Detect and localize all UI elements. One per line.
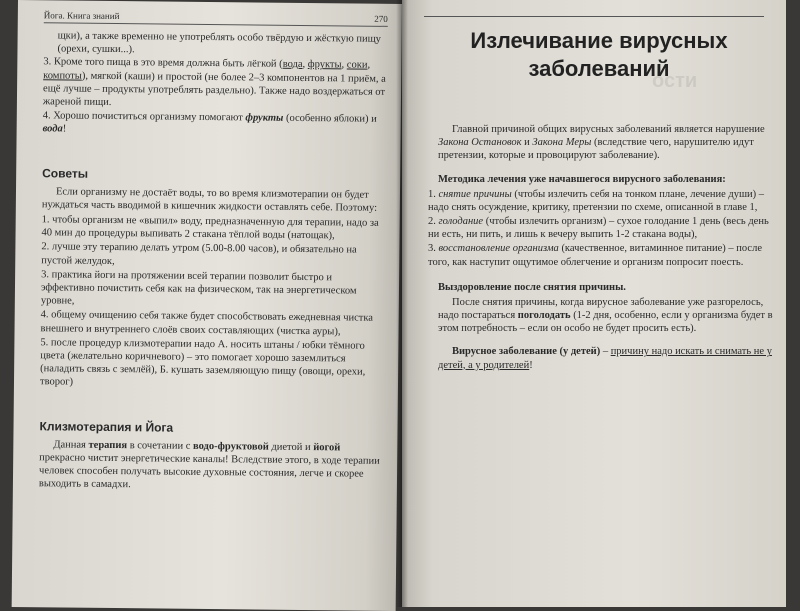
book-title-header: Йога. Книга знаний [43, 10, 120, 22]
running-head [44, 10, 388, 27]
sovety-heading: Советы [42, 165, 89, 181]
page-number: 270 [374, 13, 388, 24]
method-list [424, 188, 774, 269]
list-item: 2. голодание (чтобы излечить организм) – сухое голодание 1 день (весь день ни есть, ни пить, и лишь к вечеру выпить 1-2 стакана воды), [428, 216, 769, 241]
diet-list [39, 56, 388, 140]
list-item: 3. Кроме того пища в это время должна быть лёгкой (вода, фрукты, соки, компоты), мягкой (каши) и простой (не более 2–3 компонентов на 1 приём, а ещё лучше – продукты употреблять раздельно). Также надо воздержаться от жареной пищи. [42, 56, 386, 108]
list-item: 4. общему очищению себя также будет способствовать ежедневная чистка внешнего и внутреннего слоёв своих составляющих (чистка ауры), [40, 309, 374, 338]
recovery-paragraph: После снятия причины, когда вирусное заболевание уже разгорелось, надо постараться поголодать (1-2 дня, особенно, если у организма будет в этом потребность – если он особо не будет просить есть). [438, 296, 773, 335]
klizmo-paragraph: Данная терапия в сочетании с водо-фруктовой диетой и йогой прекрасно чистит энергетические каналы! Вследствие этого, в ходе терапии человек способен получать высокие духовные состояния, легче и скорее выходить в самадхи. [38, 439, 380, 491]
book-gutter [396, 0, 408, 607]
left-page [12, 0, 402, 611]
list-item: 5. после процедур клизмотерапии надо А. носить штаны / юбки тёмного цвета (желательно коричневого) – это помогает хорошо заземлиться (наладить связь с землёй), Б. кушать заземляющую пищу (овощи, орехи, творог) [39, 337, 366, 389]
list-item: 3. восстановление организма (качественное, витаминное питание) – после того, как наступит ощутимое облегчение и организм попросит поесть. [428, 243, 762, 268]
kids-paragraph: Вирусное заболевание (у детей) – причину надо искать и снимать не у детей, а у родителей! [438, 346, 772, 371]
list-item: 1. чтобы организм не «выпил» воду, предназначенную для терапии, надо за 40 мин до процедуры выпивать 2 стакана тёплой воды (натощак), [41, 214, 379, 242]
advice-list [36, 213, 386, 392]
list-item: 1. снятие причины (чтобы излечить себя на тонком плане, лечение души) – надо снять осуждение, критику, претензии по схеме, описанной в главе 1, [428, 188, 765, 213]
list-item: 4. Хорошо почиститься организму помогают фрукты (особенно яблоки) и вода! [42, 110, 377, 135]
chapter-title: Излечивание вирусных заболеваний [470, 28, 728, 81]
continued-text: щки), а также временно не употреблять особо твёрдую и жёсткую пищу (орехи, сушки...). [57, 30, 382, 56]
right-page [402, 0, 786, 607]
list-item: 3. практика йоги на протяжении всей терапии позволит быстро и эффективно почистить себя как на физическом, так на энергетическом уровне, [40, 269, 357, 307]
recovery-heading: Выздоровление после снятия причины. [438, 281, 626, 293]
klizmo-heading: Клизмотерапия и Йога [39, 418, 174, 435]
bleed-through-text: ости [652, 70, 698, 92]
list-item: 2. лучше эту терапию делать утром (5.00-8.00 часов), и обязательно на пустой желудок, [41, 241, 357, 267]
intro-paragraph: Главной причиной общих вирусных заболеваний является нарушение Закона Остановок и Закона Меры (вследствие чего, нарушителю идут претензии, которые и провоцируют заболевание). [438, 124, 765, 162]
sovety-paragraph: Если организму не достаёт воды, то во время клизмотерапии он будет нуждаться часть вводимой в кишечник жидкости оставлять себе. Поэтому: [41, 186, 378, 214]
top-rule [424, 16, 764, 17]
method-heading: Методика лечения уже начавшегося вирусного заболевания: [438, 173, 726, 185]
